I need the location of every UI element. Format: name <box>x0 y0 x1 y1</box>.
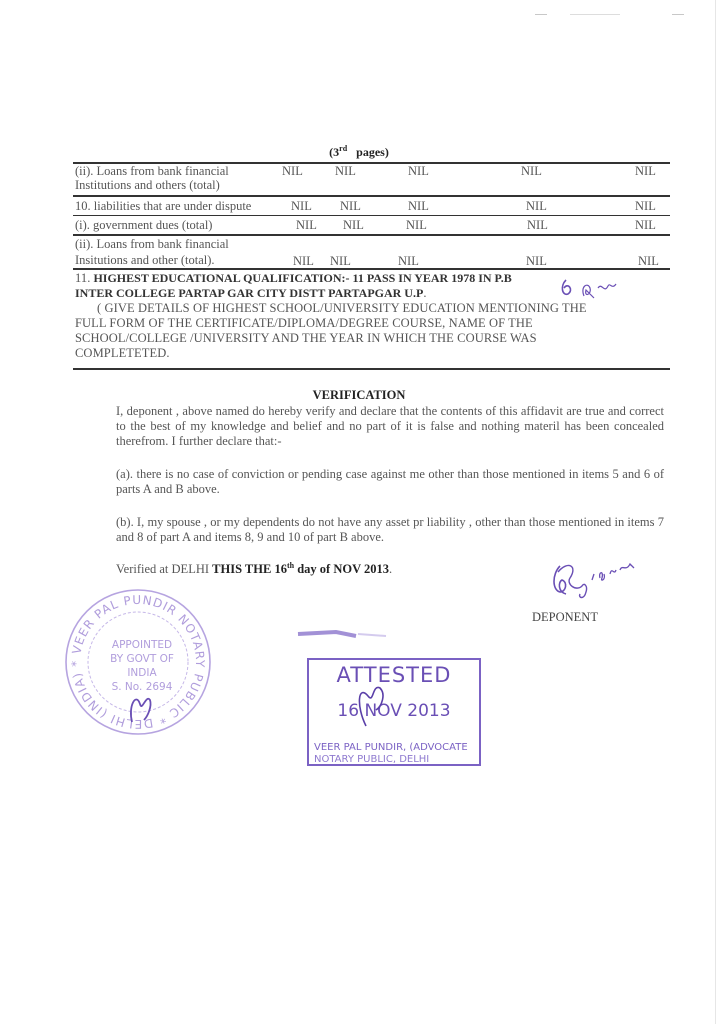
verified-line <box>116 561 392 577</box>
table-rule <box>73 195 670 197</box>
row-value: NIL <box>330 254 351 268</box>
education-number: 11. <box>75 271 91 285</box>
attested-notary-title: NOTARY PUBLIC, DELHI <box>314 754 430 765</box>
education-heading-period: . <box>423 286 427 300</box>
row-value: NIL <box>282 164 303 178</box>
row-label-line1: (i). government dues (total) <box>75 218 213 232</box>
row-value: NIL <box>296 218 317 232</box>
row-value: NIL <box>527 218 548 232</box>
seal-ring-text: VEER PAL PUNDIR NOTARY PUBLIC * DELHI (INDIA) * <box>68 592 208 732</box>
row-value: NIL <box>408 199 429 213</box>
attested-stamp <box>296 626 486 770</box>
row-value: NIL <box>340 199 361 213</box>
row-label-line1: 10. liabilities that are under dispute <box>75 199 252 213</box>
row-value: NIL <box>291 199 312 213</box>
notary-seal <box>62 588 214 736</box>
row-value: NIL <box>635 164 656 178</box>
page-header <box>0 144 718 160</box>
row-value: NIL <box>635 199 656 213</box>
verification-paragraph: I, deponent , above named do hereby verify and declare that the contents of this affidavit are true and correct to the best of my knowledge and belief and no part of it is false and nothing materil has been concealed therefrom. I further declare that:- <box>116 404 664 448</box>
notary-seal-graphic <box>62 588 214 736</box>
verification-title: VERIFICATION <box>312 388 406 402</box>
row-value: NIL <box>635 218 656 232</box>
seal-inner-text: APPOINTED <box>111 639 173 651</box>
verified-date-sup: th <box>286 561 295 570</box>
attested-notary-name: VEER PAL PUNDIR, (ADVOCATE <box>314 742 468 753</box>
verification-clause-a: (a). there is no case of conviction or pending case against me other than those mentioned in items 5 and 6 of parts A and B above. <box>116 467 664 496</box>
education-note-line: SCHOOL/COLLEGE /UNIVERSITY AND THE YEAR IN WHICH THE COURSE WAS <box>75 331 537 345</box>
seal-inner-text: S. No. 2694 <box>111 681 173 693</box>
verification-clause-b: (b). I, my spouse , or my dependents do not have any asset pr liability , other than those mentioned in items 7 and 8 of part A and items 8, 9 and 10 of part B above. <box>116 515 664 544</box>
table-row <box>75 199 670 214</box>
row-value: NIL <box>521 164 542 178</box>
row-value: NIL <box>526 199 547 213</box>
row-value: NIL <box>406 218 427 232</box>
table-row <box>75 237 670 267</box>
row-label <box>75 199 251 213</box>
header-prefix: (3 <box>329 145 340 159</box>
verified-prefix: Verified at DELHI <box>116 562 213 577</box>
row-label-line1: (ii). Loans from bank financial <box>75 237 229 251</box>
table-rule <box>73 234 670 236</box>
scan-mark <box>672 14 684 15</box>
row-label-line2: Institutions and others (total) <box>75 178 220 192</box>
initials-signature <box>558 276 620 308</box>
row-label-line2: Insitutions and other (total). <box>75 253 215 267</box>
row-value: NIL <box>293 254 314 268</box>
row-value: NIL <box>638 254 659 268</box>
table-rule <box>73 268 670 270</box>
row-value: NIL <box>343 218 364 232</box>
education-heading-text-2: INTER COLLEGE PARTAP GAR CITY DISTT PARTAPGAR U.P <box>75 286 424 300</box>
row-value: NIL <box>408 164 429 178</box>
seal-inner-text: BY GOVT OF <box>110 653 174 665</box>
row-label-line1: (ii). Loans from bank financial <box>75 164 229 178</box>
header-suffix: pages) <box>356 145 389 159</box>
seal-inner-text: INDIA <box>127 667 157 679</box>
verified-end: . <box>389 562 393 577</box>
attested-date: 16 NOV 2013 <box>337 701 451 721</box>
table-row <box>75 218 670 233</box>
education-heading-text: HIGHEST EDUCATIONAL QUALIFICATION:- 11 PASS IN YEAR 1978 IN P.B <box>93 271 512 285</box>
row-label <box>75 237 229 267</box>
row-label <box>75 218 212 232</box>
education-note-line: ( GIVE DETAILS OF HIGHEST SCHOOL/UNIVERSITY EDUCATION MENTIONING THE <box>97 301 587 315</box>
row-value: NIL <box>335 164 356 178</box>
education-note-line: FULL FORM OF THE CERTIFICATE/DIPLOMA/DEGREE COURSE, NAME OF THE <box>75 316 533 330</box>
table-row <box>75 164 670 194</box>
deponent-label: DEPONENT <box>532 610 598 624</box>
table-rule <box>73 215 670 216</box>
deponent-signature <box>548 552 643 604</box>
row-label <box>75 164 229 192</box>
scan-mark <box>570 14 620 15</box>
education-note-line: COMPLETETED. <box>75 346 170 360</box>
row-value: NIL <box>398 254 419 268</box>
verified-date-part2: day of NOV 2013 <box>294 562 390 577</box>
section-rule <box>73 368 670 370</box>
attested-title: ATTESTED <box>336 663 452 687</box>
verified-date-part1: THIS THE 16 <box>212 562 287 577</box>
header-sup: rd <box>339 144 348 153</box>
attested-stamp-graphic <box>296 626 486 770</box>
row-value: NIL <box>526 254 547 268</box>
scan-mark <box>535 14 547 15</box>
